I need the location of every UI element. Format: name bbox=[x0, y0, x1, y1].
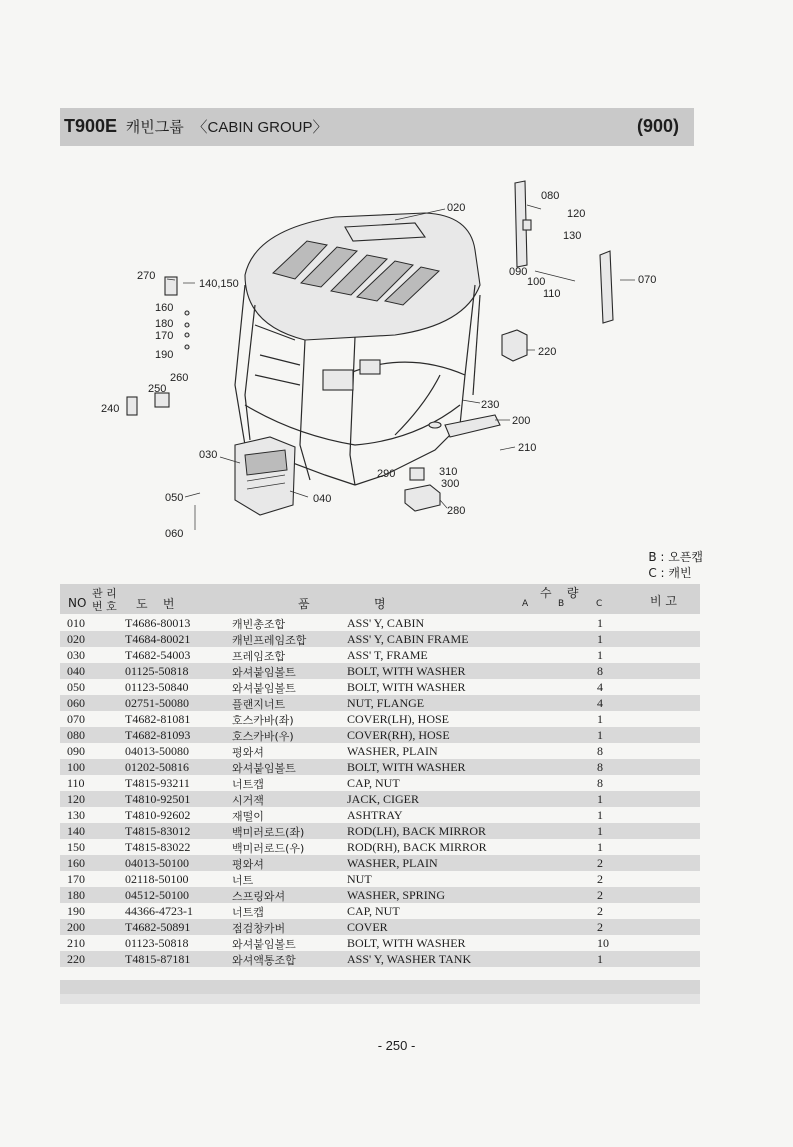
section-title bbox=[64, 116, 328, 137]
part-name-en: BOLT, WITH WASHER bbox=[347, 936, 466, 950]
header-remarks: 비 고 bbox=[650, 594, 677, 608]
part-number: 02118-50100 bbox=[125, 872, 189, 886]
part-name-en: ASS' Y, CABIN bbox=[347, 616, 425, 630]
header-name-right: 명 bbox=[374, 597, 386, 611]
quantity-c: 2 bbox=[597, 872, 603, 886]
callout-140-150: 140,150 bbox=[199, 278, 239, 290]
header-mgmt-top: 관 리 bbox=[92, 587, 117, 600]
part-index: 060 bbox=[67, 696, 85, 710]
part-name-ko: 백미러로드(좌) bbox=[232, 826, 305, 839]
header-no: NO bbox=[68, 596, 87, 610]
table-row bbox=[60, 647, 700, 663]
part-number: T4682-81093 bbox=[125, 728, 191, 742]
part-index: 080 bbox=[67, 728, 85, 742]
quantity-c: 2 bbox=[597, 888, 603, 902]
table-row bbox=[60, 903, 700, 919]
part-index: 090 bbox=[67, 744, 85, 758]
header-name-left: 품 bbox=[298, 597, 310, 611]
table-row bbox=[60, 871, 700, 887]
part-index: 020 bbox=[67, 632, 85, 646]
part-name-en: ROD(RH), BACK MIRROR bbox=[347, 840, 487, 854]
quantity-c: 1 bbox=[597, 840, 603, 854]
legend-b: B : 오픈캡 bbox=[648, 550, 703, 564]
table-row bbox=[60, 855, 700, 871]
quantity-c: 1 bbox=[597, 616, 603, 630]
table-footer-bar bbox=[60, 980, 700, 994]
callout-250: 250 bbox=[148, 383, 167, 395]
part-name-ko: 호스카바(좌) bbox=[232, 714, 294, 727]
washer-tank-220-drawing bbox=[502, 330, 527, 361]
callout-200: 200 bbox=[512, 415, 531, 427]
table-row bbox=[60, 663, 700, 679]
table-row bbox=[60, 711, 700, 727]
frame-assembly-030-drawing bbox=[235, 437, 295, 515]
part-name-en: CAP, NUT bbox=[347, 776, 400, 790]
part-name-en: BOLT, WITH WASHER bbox=[347, 760, 466, 774]
exploded-parts-diagram bbox=[95, 175, 675, 555]
part-name-ko: 너트캡 bbox=[232, 778, 264, 791]
hose-cover-080-drawing bbox=[515, 181, 531, 267]
part-name-en: BOLT, WITH WASHER bbox=[347, 680, 466, 694]
callout-270: 270 bbox=[137, 270, 156, 282]
quantity-c: 1 bbox=[597, 712, 603, 726]
part-name-ko: 백미러로드(우) bbox=[232, 842, 305, 855]
quantity-c: 8 bbox=[597, 664, 603, 678]
part-index: 170 bbox=[67, 872, 85, 886]
group-title-ko: 캐빈그룹 bbox=[125, 119, 184, 136]
part-index: 190 bbox=[67, 904, 85, 918]
part-name-ko: 와셔붙임볼트 bbox=[232, 938, 296, 951]
part-name-en: CAP, NUT bbox=[347, 904, 400, 918]
legend-c: C : 캐빈 bbox=[648, 566, 692, 580]
part-index: 040 bbox=[67, 664, 85, 678]
table-row bbox=[60, 775, 700, 791]
quantity-c: 1 bbox=[597, 824, 603, 838]
inspection-cover-200-drawing bbox=[445, 415, 500, 437]
part-number: T4684-80021 bbox=[125, 632, 191, 646]
part-name-en: WASHER, PLAIN bbox=[347, 744, 438, 758]
table-row bbox=[60, 727, 700, 743]
table-row bbox=[60, 679, 700, 695]
part-name-ko: 캐빈프레임조합 bbox=[232, 634, 307, 647]
part-name-en: WASHER, PLAIN bbox=[347, 856, 438, 870]
part-number: T4682-54003 bbox=[125, 648, 191, 662]
callout-290: 290 bbox=[377, 468, 396, 480]
part-number: 01123-50818 bbox=[125, 936, 189, 950]
model-code: T900E bbox=[64, 116, 118, 136]
part-name-en: ASS' T, FRAME bbox=[347, 648, 428, 662]
callout-050: 050 bbox=[165, 492, 184, 504]
parts-table-header bbox=[60, 584, 700, 614]
part-number: T4810-92501 bbox=[125, 792, 191, 806]
part-index: 210 bbox=[67, 936, 85, 950]
part-index: 150 bbox=[67, 840, 85, 854]
quantity-c: 4 bbox=[597, 680, 603, 694]
part-number: T4682-50891 bbox=[125, 920, 191, 934]
part-name-en: ASHTRAY bbox=[347, 808, 403, 822]
part-number: 04013-50080 bbox=[125, 744, 189, 758]
callout-210: 210 bbox=[518, 442, 537, 454]
legend bbox=[648, 549, 703, 581]
part-name-ko: 스프링와셔 bbox=[232, 890, 286, 903]
callout-040: 040 bbox=[313, 493, 332, 505]
callout-240: 240 bbox=[101, 403, 120, 415]
callout-260: 260 bbox=[170, 372, 189, 384]
part-number: T4810-92602 bbox=[125, 808, 191, 822]
part-name-en: ROD(LH), BACK MIRROR bbox=[347, 824, 487, 838]
part-name-ko: 시거잭 bbox=[232, 794, 264, 807]
cover-280-drawing bbox=[405, 468, 440, 511]
quantity-c: 2 bbox=[597, 920, 603, 934]
part-number: 01125-50818 bbox=[125, 664, 189, 678]
callout-310: 310 bbox=[439, 466, 458, 478]
part-index: 220 bbox=[67, 952, 85, 966]
quantity-c: 2 bbox=[597, 904, 603, 918]
table-row bbox=[60, 887, 700, 903]
table-row bbox=[60, 951, 700, 967]
quantity-c: 2 bbox=[597, 856, 603, 870]
quantity-c: 1 bbox=[597, 808, 603, 822]
callout-080: 080 bbox=[541, 190, 560, 202]
header-drawing-no: 도 번 bbox=[136, 597, 175, 611]
part-name-ko: 와셔액통조합 bbox=[232, 954, 296, 967]
callout-190: 190 bbox=[155, 349, 174, 361]
quantity-c: 1 bbox=[597, 632, 603, 646]
part-name-ko: 너트 bbox=[232, 874, 254, 887]
group-title-en: 〈CABIN GROUP〉 bbox=[192, 119, 328, 136]
quantity-c: 4 bbox=[597, 696, 603, 710]
header-qty-b: B bbox=[558, 599, 565, 609]
part-index: 130 bbox=[67, 808, 85, 822]
part-name-ko: 호스카바(우) bbox=[232, 730, 294, 743]
table-row bbox=[60, 631, 700, 647]
part-name-en: NUT bbox=[347, 872, 372, 886]
callout-030: 030 bbox=[199, 449, 218, 461]
part-index: 070 bbox=[67, 712, 85, 726]
part-number: T4682-81081 bbox=[125, 712, 191, 726]
callout-280: 280 bbox=[447, 505, 466, 517]
part-name-en: COVER bbox=[347, 920, 388, 934]
callout-060: 060 bbox=[165, 528, 184, 540]
part-number: T4815-83022 bbox=[125, 840, 191, 854]
callout-100: 100 bbox=[527, 276, 546, 288]
part-index: 050 bbox=[67, 680, 85, 694]
part-name-ko: 와셔붙임볼트 bbox=[232, 682, 296, 695]
part-number: T4815-93211 bbox=[125, 776, 190, 790]
callout-170: 170 bbox=[155, 330, 174, 342]
table-row bbox=[60, 695, 700, 711]
callout-020: 020 bbox=[447, 202, 466, 214]
quantity-c: 1 bbox=[597, 728, 603, 742]
quantity-c: 10 bbox=[597, 936, 609, 950]
table-row bbox=[60, 807, 700, 823]
part-name-en: COVER(LH), HOSE bbox=[347, 712, 449, 726]
table-row bbox=[60, 743, 700, 759]
callout-110: 110 bbox=[543, 288, 561, 300]
part-number: 44366-4723-1 bbox=[125, 904, 193, 918]
part-name-en: ASS' Y, CABIN FRAME bbox=[347, 632, 469, 646]
part-name-ko: 와셔붙임볼트 bbox=[232, 762, 296, 775]
callout-180: 180 bbox=[155, 318, 174, 330]
part-index: 160 bbox=[67, 856, 85, 870]
part-number: 04512-50100 bbox=[125, 888, 189, 902]
table-row bbox=[60, 839, 700, 855]
part-name-ko: 너트캡 bbox=[232, 906, 264, 919]
part-index: 100 bbox=[67, 760, 85, 774]
parts-table-body bbox=[60, 615, 700, 967]
callout-220: 220 bbox=[538, 346, 557, 358]
part-name-ko: 재떨이 bbox=[232, 810, 264, 823]
part-name-en: BOLT, WITH WASHER bbox=[347, 664, 466, 678]
table-row bbox=[60, 615, 700, 631]
quantity-c: 8 bbox=[597, 744, 603, 758]
table-footer-bar-lower bbox=[60, 994, 700, 1004]
callout-230: 230 bbox=[481, 399, 500, 411]
part-number: T4815-87181 bbox=[125, 952, 191, 966]
cabin-roof-drawing bbox=[245, 213, 480, 340]
part-number: 01123-50840 bbox=[125, 680, 189, 694]
part-index: 030 bbox=[67, 648, 85, 662]
header-qty-a: A bbox=[522, 599, 529, 609]
quantity-c: 8 bbox=[597, 776, 603, 790]
part-name-ko: 와셔붙임볼트 bbox=[232, 666, 296, 679]
header-mgmt-bottom: 번 호 bbox=[92, 600, 117, 613]
quantity-c: 1 bbox=[597, 792, 603, 806]
part-index: 140 bbox=[67, 824, 85, 838]
table-row bbox=[60, 935, 700, 951]
callout-160: 160 bbox=[155, 302, 174, 314]
header-qty-c: C bbox=[596, 599, 603, 609]
header-qty: 수 량 bbox=[540, 586, 579, 600]
part-name-ko: 플랜지너트 bbox=[232, 698, 286, 711]
callout-130: 130 bbox=[563, 230, 582, 242]
page-number: - 250 - bbox=[377, 1038, 416, 1053]
callout-300: 300 bbox=[441, 478, 460, 490]
part-index: 120 bbox=[67, 792, 85, 806]
table-row bbox=[60, 823, 700, 839]
part-name-en: WASHER, SPRING bbox=[347, 888, 446, 902]
table-row bbox=[60, 759, 700, 775]
part-index: 200 bbox=[67, 920, 85, 934]
part-number: T4686-80013 bbox=[125, 616, 191, 630]
part-index: 110 bbox=[67, 776, 85, 790]
part-name-ko: 프레임조합 bbox=[232, 650, 286, 663]
quantity-c: 8 bbox=[597, 760, 603, 774]
group-code: (900) bbox=[636, 116, 679, 136]
part-index: 180 bbox=[67, 888, 85, 902]
part-name-en: ASS' Y, WASHER TANK bbox=[347, 952, 472, 966]
callout-090: 090 bbox=[509, 266, 528, 278]
part-index: 010 bbox=[67, 616, 85, 630]
quantity-c: 1 bbox=[597, 952, 603, 966]
callout-120: 120 bbox=[567, 208, 586, 220]
part-name-ko: 캐빈총조합 bbox=[232, 618, 286, 631]
part-number: 01202-50816 bbox=[125, 760, 189, 774]
callout-070: 070 bbox=[638, 274, 657, 286]
part-name-en: JACK, CIGER bbox=[347, 792, 420, 806]
quantity-c: 1 bbox=[597, 648, 603, 662]
hose-cover-070-drawing bbox=[600, 251, 613, 323]
part-name-ko: 평와셔 bbox=[232, 746, 264, 759]
part-number: 02751-50080 bbox=[125, 696, 189, 710]
part-number: T4815-83012 bbox=[125, 824, 191, 838]
part-name-en: COVER(RH), HOSE bbox=[347, 728, 450, 742]
part-name-ko: 평와셔 bbox=[232, 858, 264, 871]
part-name-en: NUT, FLANGE bbox=[347, 696, 425, 710]
table-row bbox=[60, 791, 700, 807]
part-number: 04013-50100 bbox=[125, 856, 189, 870]
part-name-ko: 점검창카버 bbox=[232, 922, 286, 935]
table-row bbox=[60, 919, 700, 935]
